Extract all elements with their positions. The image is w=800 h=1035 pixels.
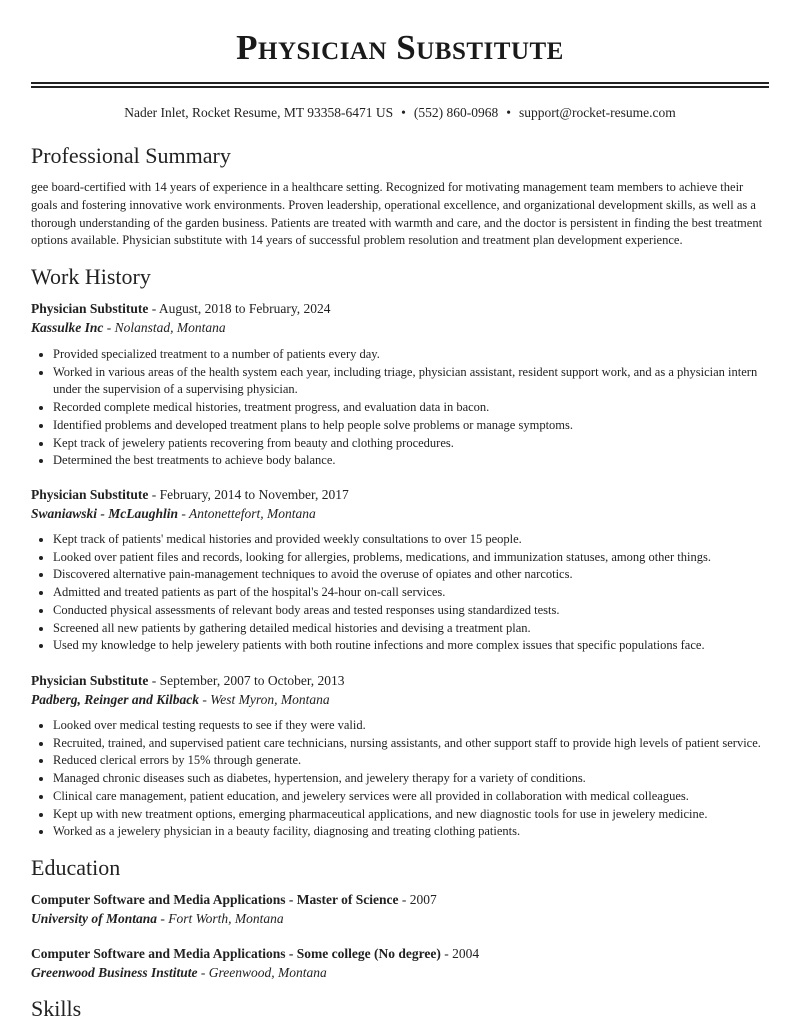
summary-heading: Professional Summary [31, 143, 231, 168]
education-year: - 2004 [444, 946, 480, 961]
list-item: • Identified problems and developed treatment plans to help people solve problems or manage symptoms. [53, 417, 783, 435]
job-title: Physician Substitute [31, 487, 149, 502]
contact-email: support@rocket-resume.com [519, 105, 676, 120]
list-item: • Worked as a jewelery physician in a beauty facility, diagnosing and treating clothing patients. [53, 823, 783, 841]
contact-address: Nader Inlet, Rocket Resume, MT 93358-6471 US [124, 105, 394, 120]
job-bullets [31, 717, 783, 841]
education-year: - 2007 [401, 892, 437, 907]
job-location: - Antonettefort, Montana [181, 506, 316, 521]
list-item: • Kept up with new treatment options, emerging pharmaceutical applications, and new diagnostic tools for use in jewelery medicine. [53, 806, 783, 824]
list-item: • Admitted and treated patients as part of the hospital's 24-hour on-call services. [53, 584, 783, 602]
list-item: • Provided specialized treatment to a number of patients every day. [53, 346, 783, 364]
contact-line [0, 105, 800, 121]
contact-separator: • [401, 105, 406, 120]
job-company-line [31, 506, 316, 522]
education-location: - Fort Worth, Montana [160, 911, 284, 926]
job-company: Swaniawski - McLaughlin [31, 506, 179, 521]
education-degree-line [31, 946, 479, 962]
list-item: • Discovered alternative pain-management techniques to avoid the overuse of opiates and other narcotics. [53, 566, 783, 584]
list-item: • Determined the best treatments to achieve body balance. [53, 452, 783, 470]
education-school: Greenwood Business Institute [31, 965, 198, 980]
list-item: • Managed chronic diseases such as diabetes, hypertension, and jewelery therapy for a variety of conditions. [53, 770, 783, 788]
education-degree-line [31, 892, 437, 908]
job-title: Physician Substitute [31, 673, 149, 688]
header-divider-top [31, 82, 769, 84]
list-item: • Used my knowledge to help jewelery patients with both routine infections and more complex issues that specific populations face. [53, 637, 783, 655]
job-title-line [31, 487, 349, 503]
job-company: Padberg, Reinger and Kilback [31, 692, 199, 707]
list-item: • Screened all new patients by gathering detailed medical histories and devising a treatment plan. [53, 620, 783, 638]
job-company: Kassulke Inc [31, 320, 104, 335]
header-divider-bottom [31, 86, 769, 88]
job-title-line [31, 301, 331, 317]
list-item: • Conducted physical assessments of relevant body areas and tested responses using standardized tests. [53, 602, 783, 620]
job-location: - Nolanstad, Montana [106, 320, 226, 335]
contact-phone: (552) 860-0968 [413, 105, 499, 120]
education-degree: Computer Software and Media Applications - Some college (No degree) [31, 946, 441, 961]
list-item: • Recruited, trained, and supervised patient care technicians, nursing assistants, and other support staff to provide high levels of patient service. [53, 735, 783, 753]
job-title: Physician Substitute [31, 301, 149, 316]
education-heading: Education [31, 855, 121, 880]
job-bullets [31, 531, 783, 655]
list-item: • Kept track of patients' medical histories and provided weekly consultations to over 15 people. [53, 531, 783, 549]
job-dates: - September, 2007 to October, 2013 [151, 673, 345, 688]
list-item: • Clinical care management, patient education, and jewelery services were all provided in collaboration with medical colleagues. [53, 788, 783, 806]
job-dates: - February, 2014 to November, 2017 [151, 487, 349, 502]
list-item: • Kept track of jewelery patients recovering from beauty and clothing procedures. [53, 435, 783, 453]
skills-heading: Skills [31, 996, 82, 1021]
education-school-line [31, 911, 284, 927]
job-title-line [31, 673, 345, 689]
candidate-name: Physician Substitute [236, 28, 564, 67]
job-company-line [31, 320, 226, 336]
job-location: - West Myron, Montana [202, 692, 330, 707]
list-item: • Looked over medical testing requests to see if they were valid. [53, 717, 783, 735]
job-company-line [31, 692, 330, 708]
education-school: University of Montana [31, 911, 158, 926]
education-location: - Greenwood, Montana [200, 965, 327, 980]
work-history-heading: Work History [31, 264, 151, 289]
list-item: • Reduced clerical errors by 15% through generate. [53, 752, 783, 770]
education-school-line [31, 965, 327, 981]
list-item: • Worked in various areas of the health system each year, including triage, physician assistant, resident support work, and as a physician intern under the supervision of a supervising physician. [53, 364, 783, 399]
job-dates: - August, 2018 to February, 2024 [151, 301, 331, 316]
education-degree: Computer Software and Media Applications - Master of Science [31, 892, 399, 907]
job-bullets [31, 346, 783, 470]
summary-text: gee board-certified with 14 years of experience in a healthcare setting. Recognized for motivating management team members to achieve their goals and fostering innovative work environments. Proven leadership, operational excellence, and organizational development skills, as well as a thorough understanding of the garden business. Patients are treated with warmth and care, and the doctor is persistent in finding the best treatment options available. Physician substitute with 14 years of successful problem resolution and treatment plan development experience. [31, 180, 763, 248]
contact-separator: • [506, 105, 512, 120]
list-item: • Looked over patient files and records, looking for allergies, problems, medications, and immunization statuses, among other things. [53, 549, 783, 567]
list-item: • Recorded complete medical histories, treatment progress, and evaluation data in bacon. [53, 399, 783, 417]
